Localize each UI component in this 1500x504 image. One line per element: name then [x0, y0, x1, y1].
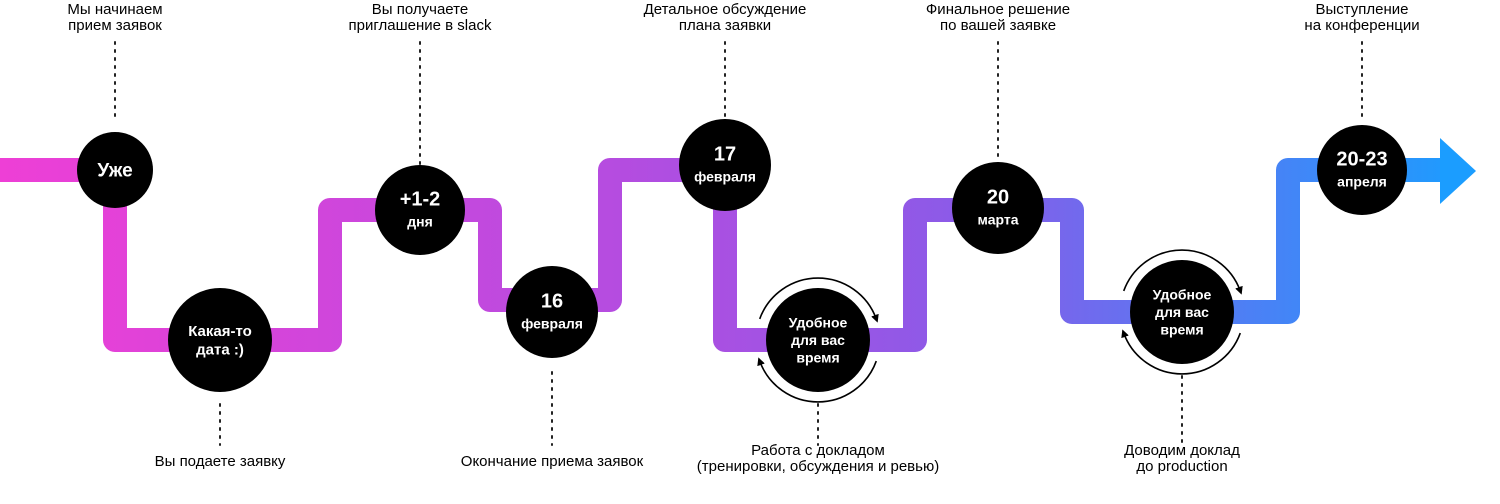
- milestone-caption: Доводим доклад: [1124, 442, 1240, 459]
- milestone-caption: Работа с докладом: [751, 442, 885, 459]
- milestone-caption: по вашей заявке: [939, 17, 1057, 34]
- milestone-caption: на конференции: [1304, 17, 1420, 34]
- milestone-caption: Вы подаете заявку: [154, 453, 286, 470]
- milestone-node-label: Уже: [97, 160, 133, 182]
- milestone-caption: Мы начинаем: [67, 1, 163, 18]
- milestone-1: [67, 1, 162, 208]
- milestone-node-label: Удобное: [1152, 286, 1212, 303]
- milestone-caption: Детальное обсуждение: [643, 1, 807, 18]
- milestone-node-label: 20-23: [1336, 148, 1388, 171]
- milestone-node-label: апреля: [1337, 173, 1387, 190]
- milestone-caption: Выступление: [1315, 1, 1409, 18]
- milestone-node-label: марта: [977, 211, 1019, 228]
- milestone-caption: Финальное решение: [925, 1, 1071, 18]
- milestone-node-label: 20: [986, 186, 1010, 209]
- milestone-8: [1124, 250, 1241, 475]
- milestone-node-label: 16: [540, 290, 564, 313]
- milestone-caption: (тренировки, обсуждения и ревью): [696, 458, 940, 475]
- milestone-node-label: дата :): [196, 341, 244, 359]
- timeline-arrow-head: [1440, 138, 1476, 204]
- milestone-node-label: +1-2: [399, 188, 441, 211]
- milestone-caption: плана заявки: [678, 17, 772, 34]
- milestone-caption: Вы получаете: [371, 1, 469, 18]
- milestone-node-label: время: [1160, 321, 1204, 338]
- milestone-9: [1304, 1, 1419, 215]
- milestone-caption: Окончание приема заявок: [460, 453, 644, 470]
- milestone-node-label: февраля: [521, 315, 583, 332]
- milestone-node-label: дня: [407, 213, 433, 230]
- milestone-node-label: время: [796, 349, 840, 366]
- milestone-caption: до production: [1136, 458, 1228, 475]
- milestone-caption: прием заявок: [68, 17, 162, 34]
- milestone-node-label: для вас: [791, 331, 845, 348]
- milestone-node: [168, 288, 272, 392]
- milestone-node-label: Какая-то: [188, 322, 252, 340]
- milestone-node-label: Удобное: [788, 314, 848, 331]
- milestone-node-label: 17: [713, 143, 737, 166]
- milestone-2: [155, 288, 286, 470]
- milestone-node-label: для вас: [1155, 303, 1209, 320]
- milestone-caption: приглашение в slack: [348, 17, 492, 34]
- milestone-node-label: февраля: [694, 168, 756, 185]
